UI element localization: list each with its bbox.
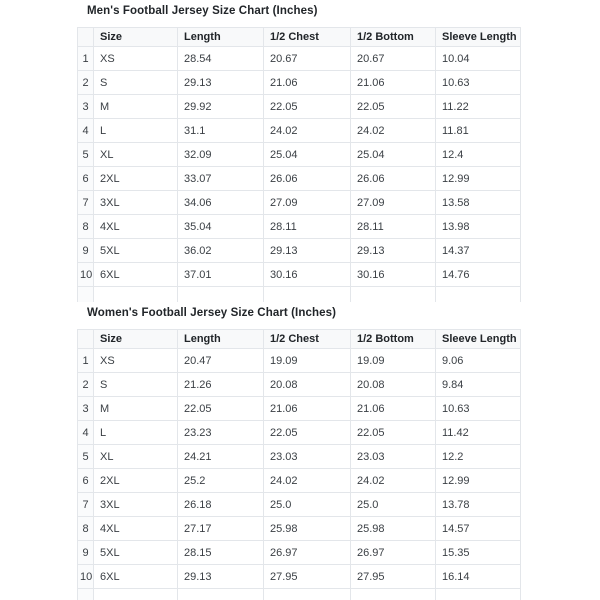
row-index: 8 [78,517,94,541]
table-cell: 5XL [94,239,178,263]
table-cell: 12.99 [436,167,521,191]
table-cell: S [94,373,178,397]
table-cell: 20.08 [264,373,351,397]
womens-size-table [77,329,523,600]
table-row [78,191,521,215]
womens-chart-title: Women's Football Jersey Size Chart (Inches) [87,307,337,319]
table-row [78,349,521,373]
row-index: 9 [78,239,94,263]
row-index: 4 [78,421,94,445]
table-cell: XS [94,349,178,373]
table-cell: 32.09 [178,143,264,167]
table-cell: 25.04 [264,143,351,167]
column-header: Length [178,28,264,47]
table-cell: 2XL [94,469,178,493]
table-cell: 20.67 [351,47,436,71]
table-cell [436,287,521,303]
table-row [78,541,521,565]
table-row [78,397,521,421]
table-cell: 10.04 [436,47,521,71]
table-cell: 36.02 [178,239,264,263]
table-cell: L [94,119,178,143]
table-cell: 19.09 [351,349,436,373]
table-cell: 6XL [94,263,178,287]
table-cell: 35.04 [178,215,264,239]
table-cell: 26.97 [264,541,351,565]
row-index: 1 [78,349,94,373]
table-cell: 27.09 [264,191,351,215]
table-cell: 14.76 [436,263,521,287]
table-cell: 24.02 [264,119,351,143]
table-cell: XL [94,143,178,167]
table-cell: XL [94,445,178,469]
table-row [78,445,521,469]
table-row [78,565,521,589]
table-cell: 19.09 [264,349,351,373]
table-cell [178,589,264,600]
table-row [78,143,521,167]
table-cell: 3XL [94,191,178,215]
table-cell: 25.2 [178,469,264,493]
row-index [78,589,94,600]
row-index: 3 [78,397,94,421]
table-cell: 25.0 [351,493,436,517]
table-cell [436,589,521,600]
row-index: 3 [78,95,94,119]
table-cell: 25.98 [264,517,351,541]
table-cell: 3XL [94,493,178,517]
table-cell [264,287,351,303]
table-cell: 21.06 [264,71,351,95]
table-cell: 22.05 [264,421,351,445]
table-cell: 23.23 [178,421,264,445]
table-row [78,119,521,143]
table-cell [351,287,436,303]
table-row [78,517,521,541]
table-cell: 28.11 [264,215,351,239]
table-cell: L [94,421,178,445]
table-cell: 30.16 [351,263,436,287]
table-cell: 6XL [94,565,178,589]
column-header: 1/2 Chest [264,330,351,349]
table-cell: 29.13 [178,565,264,589]
table-cell: 22.05 [351,421,436,445]
table-cell: 12.2 [436,445,521,469]
table-cell: 21.26 [178,373,264,397]
table-cell: 28.11 [351,215,436,239]
table-cell: 29.13 [351,239,436,263]
table-row [78,239,521,263]
table-cell: 13.98 [436,215,521,239]
table-cell: 22.05 [178,397,264,421]
table-cell: 28.15 [178,541,264,565]
column-header: Size [94,28,178,47]
table-cell: 29.13 [264,239,351,263]
table-cell: M [94,95,178,119]
table-cell: 23.03 [351,445,436,469]
header-row [78,28,521,47]
row-index: 9 [78,541,94,565]
table-cell: 9.06 [436,349,521,373]
row-index: 4 [78,119,94,143]
column-header: 1/2 Bottom [351,28,436,47]
table-row [78,47,521,71]
row-index: 1 [78,47,94,71]
table-cell: 27.95 [264,565,351,589]
table-cell: 30.16 [264,263,351,287]
table-cell: 15.35 [436,541,521,565]
table-cell: 25.0 [264,493,351,517]
table-cell [351,589,436,600]
table-cell: 22.05 [351,95,436,119]
row-index: 10 [78,565,94,589]
mens-size-table [77,27,523,302]
table-cell: 27.95 [351,565,436,589]
table-row-cut [78,287,521,303]
table-cell: 27.09 [351,191,436,215]
table-cell: 27.17 [178,517,264,541]
table-cell: 33.07 [178,167,264,191]
row-index: 2 [78,71,94,95]
table-cell: 2XL [94,167,178,191]
table-cell: 24.02 [351,469,436,493]
table-row [78,263,521,287]
table-cell: 14.57 [436,517,521,541]
table-cell: 26.97 [351,541,436,565]
table-cell: 26.06 [351,167,436,191]
mens-chart-title: Men's Football Jersey Size Chart (Inches) [87,5,318,17]
table-cell: 26.18 [178,493,264,517]
table-row-cut [78,589,521,600]
table-cell: 4XL [94,517,178,541]
table-cell [178,287,264,303]
table-cell: 29.13 [178,71,264,95]
row-index: 2 [78,373,94,397]
table-cell: 21.06 [351,397,436,421]
table-cell: 24.21 [178,445,264,469]
row-index [78,287,94,303]
size-table [77,329,521,600]
table-cell: 34.06 [178,191,264,215]
table-cell: 31.1 [178,119,264,143]
table-cell: 24.02 [351,119,436,143]
table-cell: 22.05 [264,95,351,119]
table-cell: 16.14 [436,565,521,589]
table-cell: 4XL [94,215,178,239]
row-index: 6 [78,469,94,493]
table-cell: 12.99 [436,469,521,493]
table-cell: 13.78 [436,493,521,517]
table-cell: 23.03 [264,445,351,469]
table-cell: 21.06 [351,71,436,95]
row-index: 6 [78,167,94,191]
table-cell: 37.01 [178,263,264,287]
table-cell: 24.02 [264,469,351,493]
table-row [78,71,521,95]
column-header: Size [94,330,178,349]
table-row [78,215,521,239]
table-row [78,493,521,517]
table-cell [94,287,178,303]
table-cell: 11.81 [436,119,521,143]
index-corner-cell [78,28,94,47]
column-header: 1/2 Bottom [351,330,436,349]
table-cell: M [94,397,178,421]
table-row [78,421,521,445]
table-row [78,95,521,119]
size-table [77,27,521,302]
table-cell [264,589,351,600]
row-index: 8 [78,215,94,239]
mens-size-chart-section [77,4,600,302]
table-cell: 10.63 [436,71,521,95]
index-corner-cell [78,330,94,349]
table-cell: 25.98 [351,517,436,541]
row-index: 7 [78,191,94,215]
table-cell: 11.22 [436,95,521,119]
table-cell: 13.58 [436,191,521,215]
table-row [78,373,521,397]
column-header: Length [178,330,264,349]
row-index: 5 [78,445,94,469]
header-row [78,330,521,349]
row-index: 5 [78,143,94,167]
table-cell: 25.04 [351,143,436,167]
table-cell: XS [94,47,178,71]
column-header: 1/2 Chest [264,28,351,47]
table-cell: 20.67 [264,47,351,71]
row-index: 7 [78,493,94,517]
column-header: Sleeve Length [436,330,521,349]
table-cell: 12.4 [436,143,521,167]
table-row [78,469,521,493]
womens-size-chart-section [77,306,600,600]
table-cell [94,589,178,600]
column-header: Sleeve Length [436,28,521,47]
table-cell: 20.08 [351,373,436,397]
table-cell: S [94,71,178,95]
table-row [78,167,521,191]
table-cell: 26.06 [264,167,351,191]
table-cell: 5XL [94,541,178,565]
table-cell: 9.84 [436,373,521,397]
table-cell: 14.37 [436,239,521,263]
table-cell: 28.54 [178,47,264,71]
table-cell: 21.06 [264,397,351,421]
table-cell: 11.42 [436,421,521,445]
table-cell: 29.92 [178,95,264,119]
row-index: 10 [78,263,94,287]
table-cell: 20.47 [178,349,264,373]
table-cell: 10.63 [436,397,521,421]
